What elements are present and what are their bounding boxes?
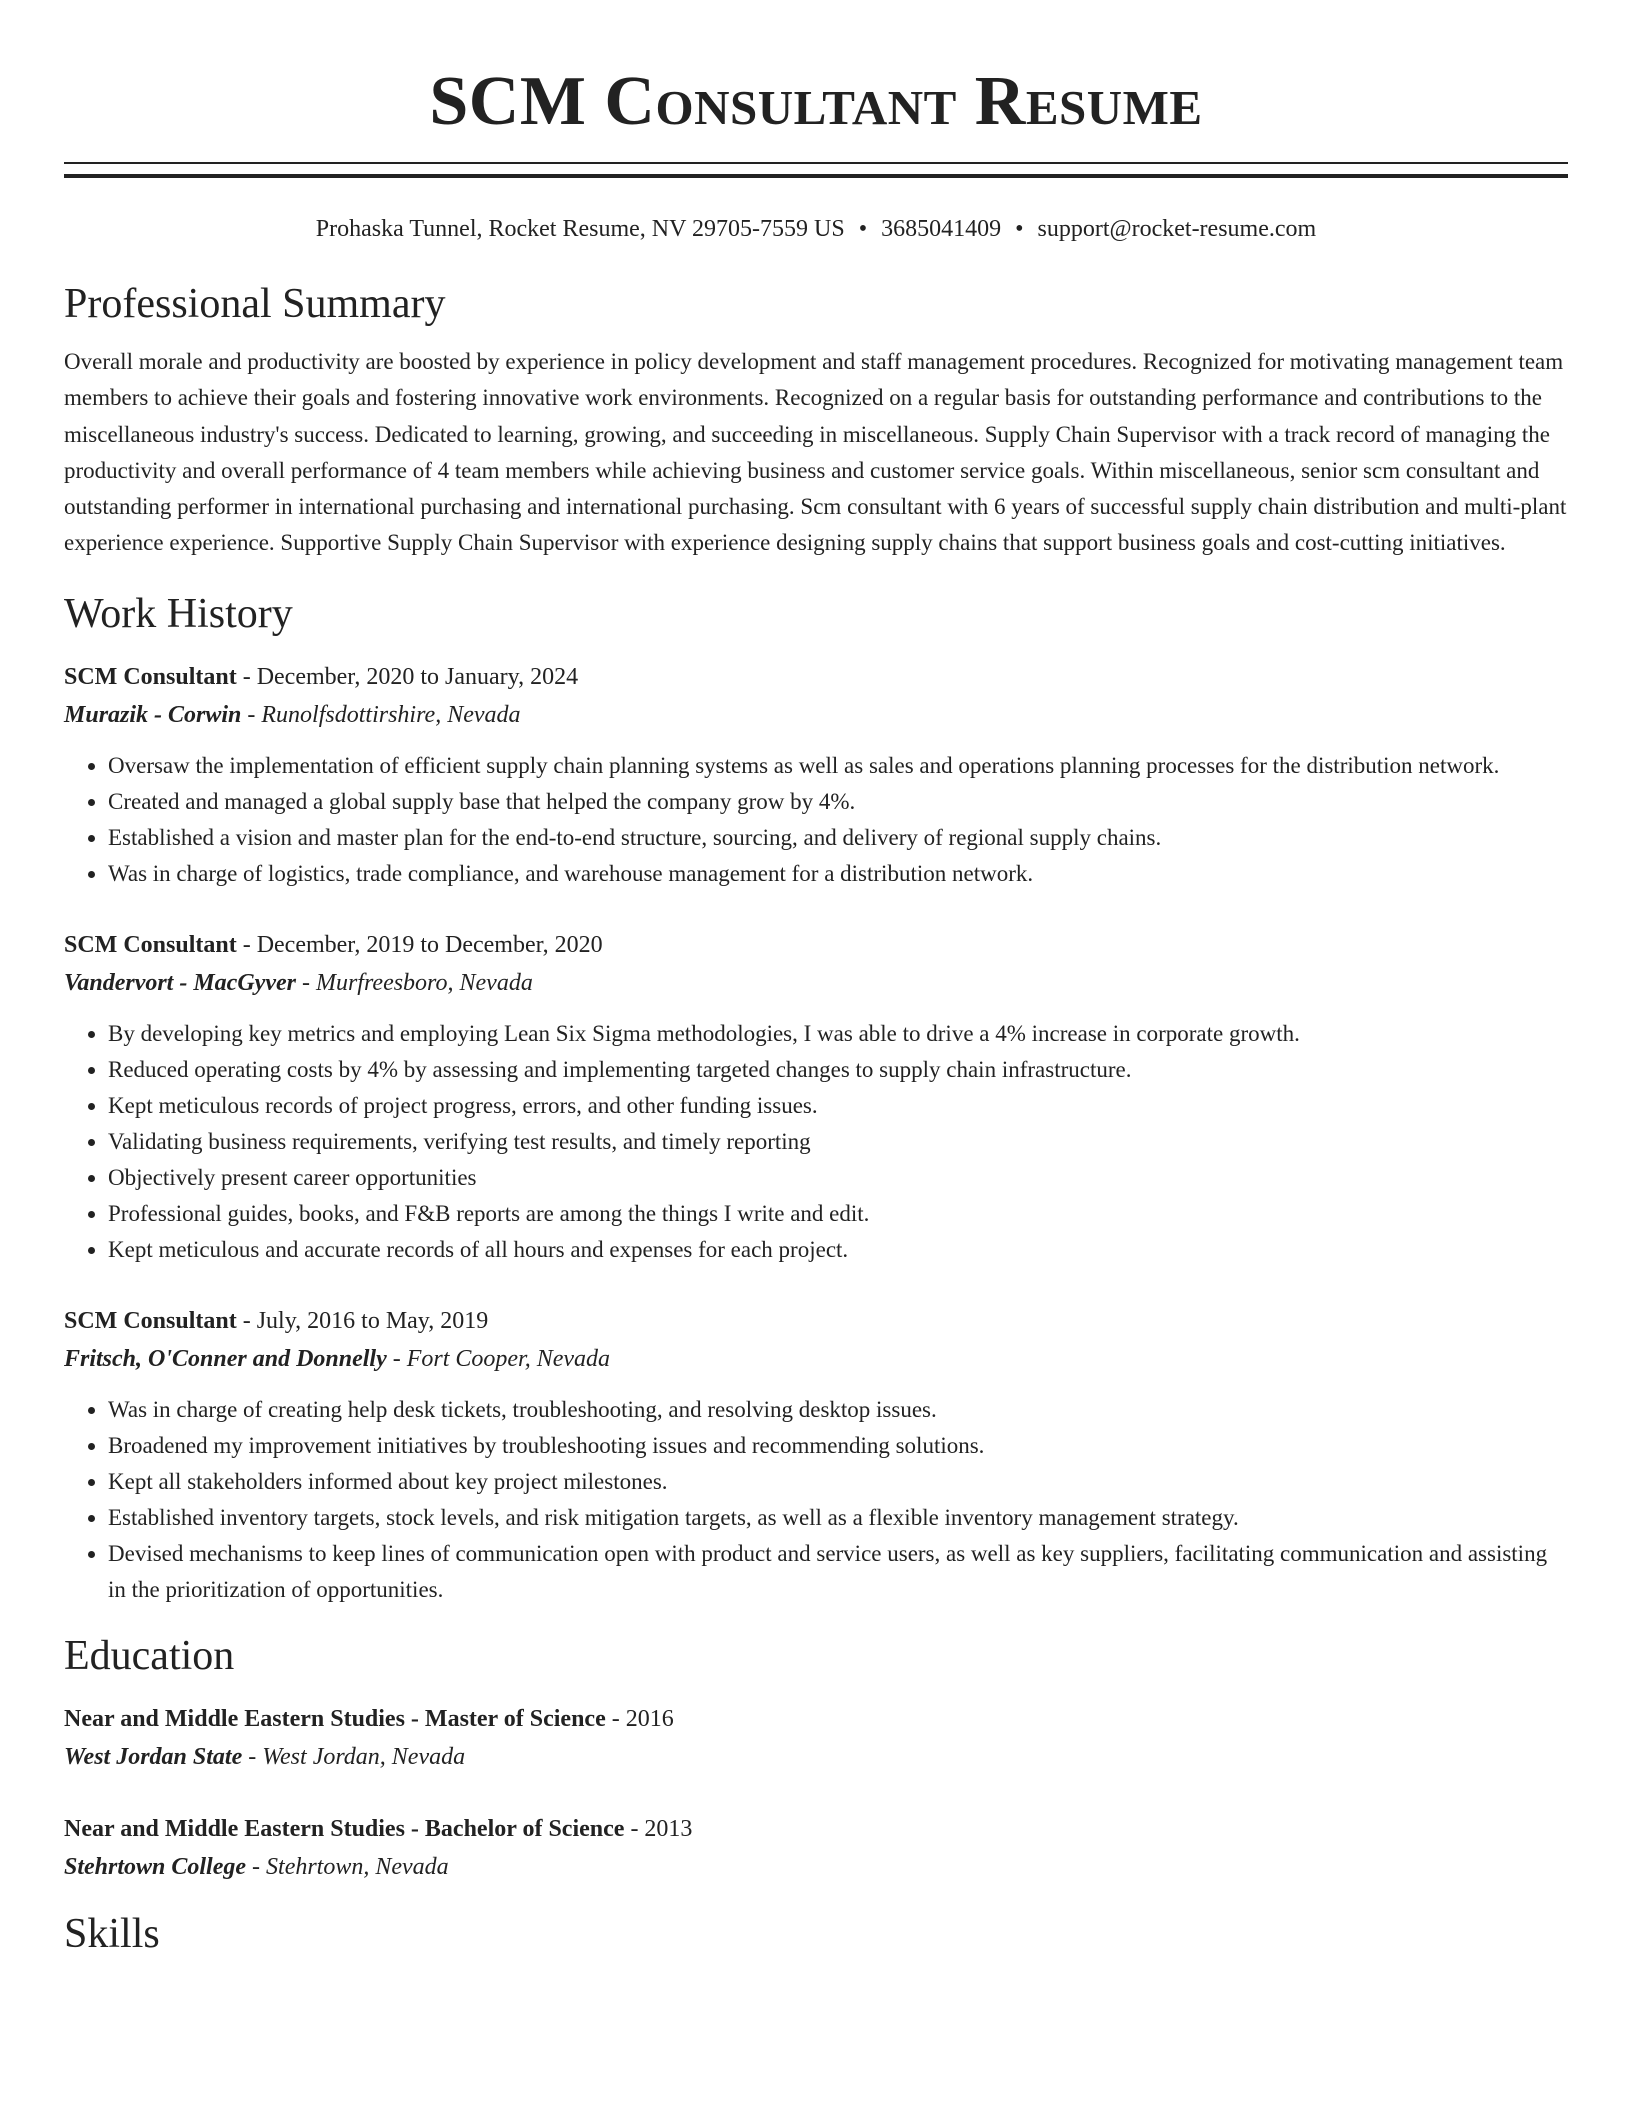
degree-line <box>64 1810 1568 1848</box>
job-dates: - July, 2016 to May, 2019 <box>236 1307 489 1334</box>
job-company: Fritsch, O'Conner and Donnelly <box>64 1345 387 1372</box>
contact-line <box>64 212 1568 246</box>
skills-heading: Skills <box>64 1910 160 1957</box>
summary-heading: Professional Summary <box>64 281 446 327</box>
job-title: SCM Consultant <box>64 931 237 958</box>
job-entry <box>64 658 1568 892</box>
contact-separator: • <box>1015 216 1024 242</box>
job-company-line <box>64 696 1568 734</box>
job-bullet: • Objectively present career opportunities <box>108 1160 1568 1196</box>
job-title: SCM Consultant <box>64 663 237 690</box>
summary-text: Overall morale and productivity are boosted by experience in policy development and staff management procedures. Recognized for motivating management team members to achieve their goals and fostering innovative work environments. Recognized on a regular basis for outstanding performance and contributions to the miscellaneous industry's success. Dedicated to learning, growing, and succeeding in miscellaneous. Supply Chain Supervisor with a track record of managing the productivity and overall performance of 4 team members while achieving business and customer service goals. Within miscellaneous, senior scm consultant and outstanding performer in international purchasing and international purchasing. Scm consultant with 6 years of successful supply chain distribution and multi-plant experience experience. Supportive Supply Chain Supervisor with experience designing supply chains that support business goals and cost-cutting initiatives. <box>64 349 1567 556</box>
education-entry <box>64 1700 1568 1776</box>
degree-name: Near and Middle Eastern Studies - Bachelor of Science <box>64 1815 625 1842</box>
job-bullet: • Was in charge of creating help desk tickets, troubleshooting, and resolving desktop issues. <box>108 1392 1568 1428</box>
job-bullet: • Created and managed a global supply base that helped the company grow by 4%. <box>108 784 1568 820</box>
school-location: - Stehrtown, Nevada <box>246 1853 449 1880</box>
degree-name: Near and Middle Eastern Studies - Master of Science <box>64 1705 606 1732</box>
job-bullet: • Kept meticulous and accurate records of all hours and expenses for each project. <box>108 1232 1568 1268</box>
degree-year: - 2013 <box>624 1815 693 1842</box>
job-location: - Murfreesboro, Nevada <box>295 969 533 996</box>
job-location: - Runolfsdottirshire, Nevada <box>241 701 521 728</box>
job-bullets <box>64 1016 1568 1268</box>
job-dates: - December, 2019 to December, 2020 <box>236 931 603 958</box>
job-location: - Fort Cooper, Nevada <box>386 1345 611 1372</box>
job-bullet: • By developing key metrics and employing Lean Six Sigma methodologies, I was able to drive a 4% increase in corporate growth. <box>108 1016 1568 1052</box>
job-entry <box>64 1302 1568 1608</box>
job-bullet: • Devised mechanisms to keep lines of communication open with product and service users, as well as key suppliers, facilitating communication and assisting in the prioritization of opportunities. <box>108 1536 1568 1608</box>
job-bullet: • Established a vision and master plan for the end-to-end structure, sourcing, and delivery of regional supply chains. <box>108 820 1568 856</box>
school-line <box>64 1848 1568 1886</box>
job-entry <box>64 926 1568 1268</box>
job-company-line <box>64 1340 1568 1378</box>
school-line <box>64 1738 1568 1776</box>
work-history-heading: Work History <box>64 590 293 637</box>
title-divider <box>64 162 1568 178</box>
job-bullets <box>64 1392 1568 1608</box>
job-title-line <box>64 1302 1568 1340</box>
job-bullet: • Reduced operating costs by 4% by assessing and implementing targeted changes to supply chain infrastructure. <box>108 1052 1568 1088</box>
contact-email: support@rocket-resume.com <box>1037 216 1317 242</box>
job-bullet: • Validating business requirements, verifying test results, and timely reporting <box>108 1124 1568 1160</box>
job-company: Vandervort - MacGyver <box>64 969 296 996</box>
job-company: Murazik - Corwin <box>64 701 242 728</box>
job-bullet: • Kept all stakeholders informed about key project milestones. <box>108 1464 1568 1500</box>
degree-line <box>64 1700 1568 1738</box>
resume-title: SCM Consultant Resume <box>429 63 1203 140</box>
job-bullet: • Kept meticulous records of project progress, errors, and other funding issues. <box>108 1088 1568 1124</box>
job-bullet: • Broadened my improvement initiatives by troubleshooting issues and recommending solutions. <box>108 1428 1568 1464</box>
job-title-line <box>64 926 1568 964</box>
job-bullet: • Established inventory targets, stock levels, and risk mitigation targets, as well as a flexible inventory management strategy. <box>108 1500 1568 1536</box>
job-bullet: • Oversaw the implementation of efficient supply chain planning systems as well as sales and operations planning processes for the distribution network. <box>108 748 1568 784</box>
school-name: Stehrtown College <box>64 1853 247 1880</box>
contact-address: Prohaska Tunnel, Rocket Resume, NV 29705-7559 US <box>315 216 845 242</box>
job-dates: - December, 2020 to January, 2024 <box>236 663 579 690</box>
job-bullets <box>64 748 1568 892</box>
education-heading: Education <box>64 1632 235 1679</box>
contact-phone: 3685041409 <box>881 216 1002 242</box>
job-bullet: • Professional guides, books, and F&B reports are among the things I write and edit. <box>108 1196 1568 1232</box>
job-title: SCM Consultant <box>64 1307 237 1334</box>
school-name: West Jordan State <box>64 1743 243 1770</box>
job-company-line <box>64 964 1568 1002</box>
education-entry <box>64 1810 1568 1886</box>
contact-separator: • <box>858 216 868 242</box>
school-location: - West Jordan, Nevada <box>242 1743 466 1770</box>
job-bullet: • Was in charge of logistics, trade compliance, and warehouse management for a distribution network. <box>108 856 1568 892</box>
degree-year: - 2016 <box>605 1705 674 1732</box>
job-title-line <box>64 658 1568 696</box>
